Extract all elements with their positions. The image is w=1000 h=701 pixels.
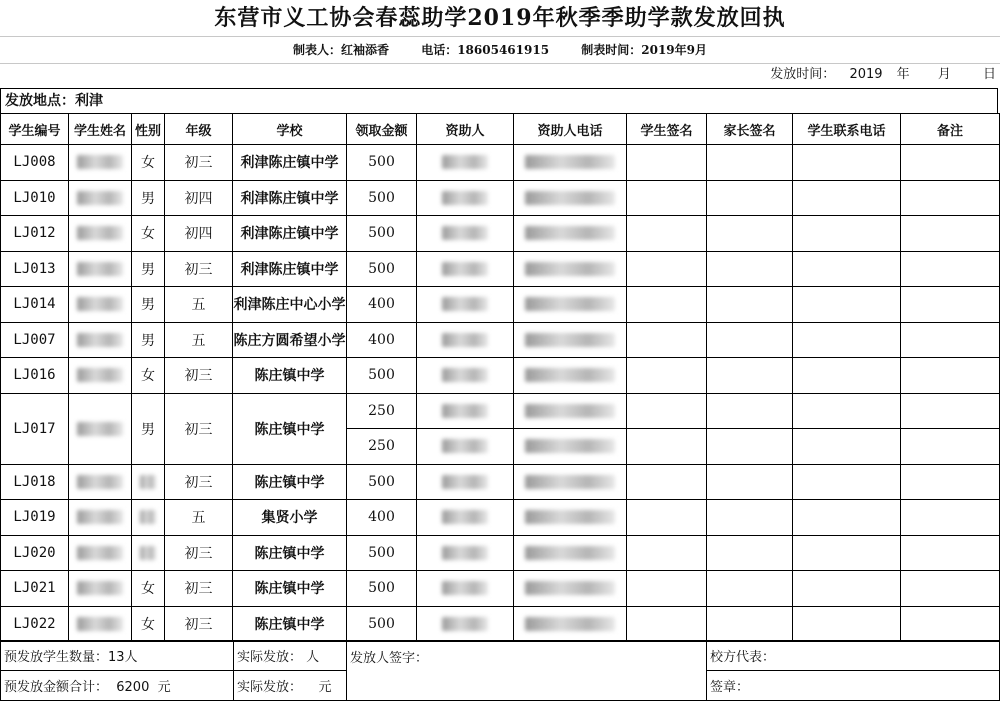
- gender-redacted: [132, 500, 165, 536]
- issue-year: 2019: [849, 67, 883, 82]
- table-row: [1, 606, 1000, 642]
- issue-year-unit: 年: [896, 67, 910, 82]
- planned-amount-total: 预发放金额合计： 6200 元: [1, 671, 234, 701]
- student-id: LJ010: [1, 180, 69, 216]
- sponsor-phone-redacted: [514, 606, 627, 642]
- school-representative: 校方代表：: [707, 641, 1000, 671]
- student-phone-cell: [793, 606, 901, 642]
- remarks-cell: [901, 358, 1000, 394]
- col-gender: 性别: [132, 114, 165, 145]
- sponsor-phone-redacted: [514, 251, 627, 287]
- amount: 500: [347, 251, 417, 287]
- issue-month-unit: 月: [937, 67, 951, 82]
- issue-date: [0, 62, 996, 88]
- student-id: LJ018: [1, 464, 69, 500]
- amount: 400: [347, 287, 417, 323]
- table-row: [1, 393, 1000, 429]
- amount: 500: [347, 358, 417, 394]
- school: 陈庄镇中学: [233, 571, 347, 607]
- sponsor-phone-redacted: [514, 535, 627, 571]
- student-signature-cell: [627, 464, 707, 500]
- amount-second: 250: [347, 429, 417, 465]
- gender: 女: [132, 145, 165, 181]
- remarks-cell: [901, 322, 1000, 358]
- table-row: [1, 535, 1000, 571]
- remarks-cell: [901, 606, 1000, 642]
- amount: 500: [347, 216, 417, 252]
- student-name-redacted: [69, 322, 132, 358]
- grade: 初三: [165, 464, 233, 500]
- phone-label: 电话：18605461915: [421, 43, 550, 57]
- document-meta: [0, 36, 1000, 64]
- sponsor-redacted: [417, 358, 514, 394]
- amount: 500: [347, 535, 417, 571]
- parent-signature-cell: [707, 216, 793, 252]
- student-id: LJ020: [1, 535, 69, 571]
- student-id: LJ021: [1, 571, 69, 607]
- sponsor-phone-redacted: [514, 393, 627, 429]
- table-row: [1, 500, 1000, 536]
- table-row: [1, 571, 1000, 607]
- issuer-signature: 发放人签字：: [347, 641, 707, 701]
- receipt-table: [0, 113, 1000, 642]
- school: 陈庄镇中学: [233, 606, 347, 642]
- grade: 五: [165, 500, 233, 536]
- table-row: [1, 287, 1000, 323]
- student-id: LJ013: [1, 251, 69, 287]
- amount: 400: [347, 322, 417, 358]
- gender: 男: [132, 393, 165, 464]
- sponsor-redacted: [417, 216, 514, 252]
- table-row: [1, 145, 1000, 181]
- student-name-redacted: [69, 251, 132, 287]
- student-signature-cell: [627, 251, 707, 287]
- parent-signature-cell: [707, 429, 793, 465]
- school: 陈庄镇中学: [233, 393, 347, 464]
- student-signature-cell: [627, 500, 707, 536]
- actual-count: 实际发放： 人: [234, 641, 347, 671]
- student-phone-cell: [793, 287, 901, 323]
- student-signature-cell: [627, 287, 707, 323]
- sponsor-redacted: [417, 287, 514, 323]
- student-phone-cell: [793, 571, 901, 607]
- sponsor-redacted: [417, 571, 514, 607]
- grade: 初三: [165, 606, 233, 642]
- school: 陈庄镇中学: [233, 535, 347, 571]
- maker-label: 制表人：红袖添香: [293, 43, 390, 57]
- school: 陈庄镇中学: [233, 464, 347, 500]
- col-student-signature: 学生签名: [627, 114, 707, 145]
- gender: 女: [132, 358, 165, 394]
- sponsor-phone-redacted: [514, 358, 627, 394]
- grade: 初三: [165, 393, 233, 464]
- remarks-cell: [901, 393, 1000, 429]
- student-phone-cell: [793, 535, 901, 571]
- grade: 初三: [165, 571, 233, 607]
- table-row: [1, 322, 1000, 358]
- remarks-cell: [901, 251, 1000, 287]
- parent-signature-cell: [707, 606, 793, 642]
- remarks-cell: [901, 464, 1000, 500]
- student-signature-cell: [627, 145, 707, 181]
- table-row: [1, 464, 1000, 500]
- actual-amount: 实际发放： 元: [234, 671, 347, 701]
- sponsor-redacted: [417, 251, 514, 287]
- table-row: [1, 180, 1000, 216]
- grade: 初四: [165, 180, 233, 216]
- student-name-redacted: [69, 571, 132, 607]
- student-id: LJ008: [1, 145, 69, 181]
- student-phone-cell: [793, 216, 901, 252]
- sponsor-redacted: [417, 393, 514, 429]
- student-id: LJ017: [1, 393, 69, 464]
- footer-table: [0, 640, 1000, 701]
- school: 利津陈庄镇中学: [233, 180, 347, 216]
- student-phone-cell: [793, 393, 901, 429]
- sponsor-redacted: [417, 464, 514, 500]
- gender: 男: [132, 322, 165, 358]
- remarks-cell: [901, 535, 1000, 571]
- student-phone-cell: [793, 464, 901, 500]
- student-name-redacted: [69, 393, 132, 464]
- school: 陈庄镇中学: [233, 358, 347, 394]
- col-remarks: 备注: [901, 114, 1000, 145]
- issue-day-unit: 日: [982, 67, 996, 82]
- sponsor-redacted: [417, 322, 514, 358]
- student-signature-cell: [627, 571, 707, 607]
- student-signature-cell: [627, 606, 707, 642]
- student-name-redacted: [69, 216, 132, 252]
- sponsor-redacted: [417, 429, 514, 465]
- amount: 400: [347, 500, 417, 536]
- amount: 500: [347, 571, 417, 607]
- school: 利津陈庄镇中学: [233, 251, 347, 287]
- grade: 初三: [165, 251, 233, 287]
- sponsor-phone-redacted: [514, 571, 627, 607]
- student-name-redacted: [69, 145, 132, 181]
- amount: 500: [347, 180, 417, 216]
- sponsor-phone-redacted: [514, 429, 627, 465]
- sponsor-phone-redacted: [514, 145, 627, 181]
- amount: 500: [347, 606, 417, 642]
- table-row: [1, 251, 1000, 287]
- student-phone-cell: [793, 322, 901, 358]
- gender: 男: [132, 180, 165, 216]
- grade: 五: [165, 287, 233, 323]
- remarks-cell: [901, 571, 1000, 607]
- school: 集贤小学: [233, 500, 347, 536]
- col-sponsor: 资助人: [417, 114, 514, 145]
- sponsor-redacted: [417, 145, 514, 181]
- grade: 五: [165, 322, 233, 358]
- student-id: LJ012: [1, 216, 69, 252]
- issue-date-label: 发放时间：: [770, 67, 836, 82]
- table-row: [1, 216, 1000, 252]
- amount: 500: [347, 464, 417, 500]
- parent-signature-cell: [707, 287, 793, 323]
- sponsor-redacted: [417, 500, 514, 536]
- header-row: [1, 114, 1000, 145]
- remarks-cell: [901, 500, 1000, 536]
- parent-signature-cell: [707, 322, 793, 358]
- student-phone-cell: [793, 429, 901, 465]
- col-student-phone: 学生联系电话: [793, 114, 901, 145]
- amount: 250: [347, 393, 417, 429]
- school: 陈庄方圆希望小学: [233, 322, 347, 358]
- student-name-redacted: [69, 500, 132, 536]
- parent-signature-cell: [707, 464, 793, 500]
- parent-signature-cell: [707, 251, 793, 287]
- planned-student-count: 预发放学生数量：13人: [1, 641, 234, 671]
- gender: 男: [132, 287, 165, 323]
- student-phone-cell: [793, 180, 901, 216]
- remarks-cell: [901, 145, 1000, 181]
- col-school: 学校: [233, 114, 347, 145]
- student-signature-cell: [627, 429, 707, 465]
- sponsor-redacted: [417, 180, 514, 216]
- remarks-cell: [901, 287, 1000, 323]
- student-name-redacted: [69, 535, 132, 571]
- student-signature-cell: [627, 535, 707, 571]
- sponsor-redacted: [417, 535, 514, 571]
- student-phone-cell: [793, 251, 901, 287]
- seal: 签章：: [707, 671, 1000, 701]
- remarks-cell: [901, 429, 1000, 465]
- parent-signature-cell: [707, 500, 793, 536]
- issue-place: 发放地点：利津: [0, 88, 998, 113]
- gender-redacted: [132, 535, 165, 571]
- student-signature-cell: [627, 216, 707, 252]
- col-student-id: 学生编号: [1, 114, 69, 145]
- student-id: LJ014: [1, 287, 69, 323]
- col-sponsor-phone: 资助人电话: [514, 114, 627, 145]
- gender: 女: [132, 216, 165, 252]
- table-row: [1, 358, 1000, 394]
- student-name-redacted: [69, 606, 132, 642]
- school: 利津陈庄镇中学: [233, 216, 347, 252]
- col-parent-signature: 家长签名: [707, 114, 793, 145]
- gender: 男: [132, 251, 165, 287]
- table-time-label: 制表时间：2019年9月: [581, 43, 707, 57]
- parent-signature-cell: [707, 535, 793, 571]
- sponsor-redacted: [417, 606, 514, 642]
- parent-signature-cell: [707, 393, 793, 429]
- document-title: 东营市义工协会春蕊助学2019年秋季季助学款发放回执: [214, 5, 786, 31]
- col-amount: 领取金额: [347, 114, 417, 145]
- footer-row: [1, 641, 1000, 671]
- student-phone-cell: [793, 145, 901, 181]
- student-signature-cell: [627, 393, 707, 429]
- school: 利津陈庄镇中学: [233, 145, 347, 181]
- student-id: LJ022: [1, 606, 69, 642]
- student-signature-cell: [627, 180, 707, 216]
- grade: 初三: [165, 535, 233, 571]
- grade: 初三: [165, 145, 233, 181]
- sponsor-phone-redacted: [514, 500, 627, 536]
- student-name-redacted: [69, 180, 132, 216]
- gender: 女: [132, 571, 165, 607]
- student-id: LJ019: [1, 500, 69, 536]
- remarks-cell: [901, 180, 1000, 216]
- student-phone-cell: [793, 358, 901, 394]
- sponsor-phone-redacted: [514, 464, 627, 500]
- student-name-redacted: [69, 464, 132, 500]
- col-grade: 年级: [165, 114, 233, 145]
- amount: 500: [347, 145, 417, 181]
- student-name-redacted: [69, 287, 132, 323]
- student-signature-cell: [627, 358, 707, 394]
- parent-signature-cell: [707, 145, 793, 181]
- col-student-name: 学生姓名: [69, 114, 132, 145]
- student-id: LJ016: [1, 358, 69, 394]
- student-phone-cell: [793, 500, 901, 536]
- parent-signature-cell: [707, 180, 793, 216]
- grade: 初三: [165, 358, 233, 394]
- student-id: LJ007: [1, 322, 69, 358]
- sponsor-phone-redacted: [514, 287, 627, 323]
- parent-signature-cell: [707, 571, 793, 607]
- school: 利津陈庄中心小学: [233, 287, 347, 323]
- grade: 初四: [165, 216, 233, 252]
- sponsor-phone-redacted: [514, 180, 627, 216]
- student-name-redacted: [69, 358, 132, 394]
- sponsor-phone-redacted: [514, 322, 627, 358]
- sponsor-phone-redacted: [514, 216, 627, 252]
- student-signature-cell: [627, 322, 707, 358]
- gender-redacted: [132, 464, 165, 500]
- gender: 女: [132, 606, 165, 642]
- remarks-cell: [901, 216, 1000, 252]
- parent-signature-cell: [707, 358, 793, 394]
